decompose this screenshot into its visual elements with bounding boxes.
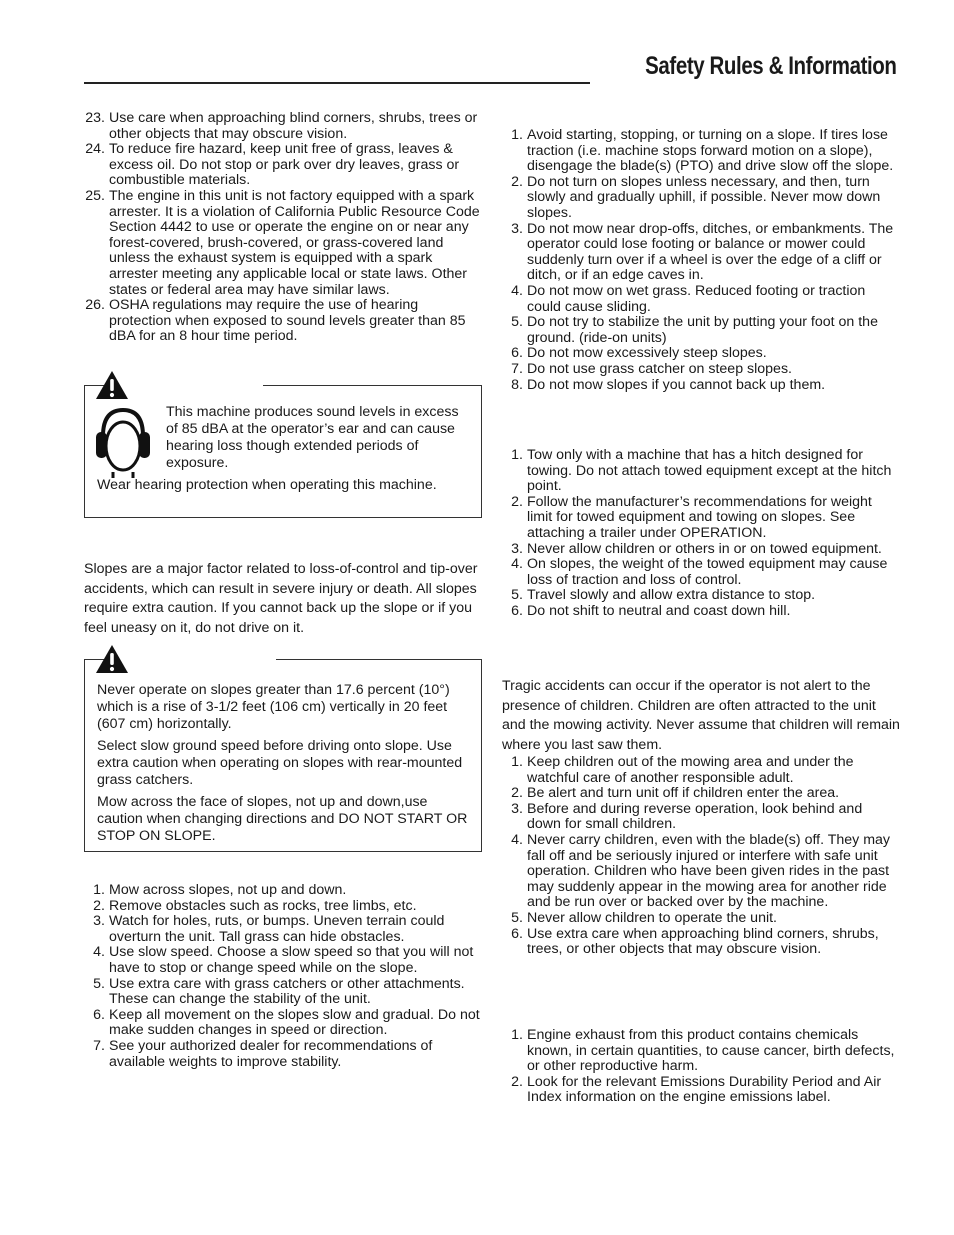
hearing-warning-text: This machine produces sound levels in excess of 85 dBA at the operator’s ear and can cause hearing loss though extended periods of exposure. [166,404,459,471]
right-slope-list [502,128,898,393]
list-item-text: Use care when approaching blind corners, shrubs, trees or other objects that may obscure vision. [109,110,478,142]
list-item-number: 1. [511,1027,523,1043]
list-item-text: Do not shift to neutral and coast down hill. [527,602,791,619]
list-item [84,111,482,142]
list-item [502,786,898,802]
list-item-number: 1. [93,882,105,898]
list-item-number: 3. [511,800,523,817]
list-item-number: 24. [85,141,105,158]
list-item [502,588,898,604]
list-item [84,977,482,1008]
list-item-text: Be alert and turn unit off if children enter the area. [527,785,840,802]
list-item [502,128,898,175]
left-top-list [84,111,482,345]
list-item [502,346,898,362]
children-section [502,755,898,958]
emissions-list [502,1028,898,1106]
list-item [84,189,482,298]
list-item [502,1028,898,1075]
list-item-text: Travel slowly and allow extra distance to stop. [527,587,816,604]
hearing-warning-footer: Wear hearing protection when operating this machine. [97,477,437,493]
list-item [502,284,898,315]
list-item-number: 1. [511,754,523,770]
slope-rules-list [502,128,898,393]
list-item-text: Do not mow slopes if you cannot back up them. [527,376,826,393]
list-item-text: On slopes, the weight of the towed equipment may cause loss of traction and loss of control. [527,556,888,588]
list-item [502,911,898,927]
list-item-text: The engine in this unit is not factory equipped with a spark arrester. It is a violation of California Public Resource Code Section 4442 to use or operate the engine on or near any forest-covered, brush-covered, or grass-covered land unless the exhaust system is equipped with a spark arrester meeting any applicable local or state laws. Other states or federal area may have similar laws. [109,187,480,298]
list-item-text: Use extra care with grass catchers or other attachments. These can change the stability of the unit. [109,975,465,1008]
list-item-number: 25. [85,187,105,204]
list-item-number: 4. [511,282,523,299]
page-title: Safety Rules & Information [644,52,896,80]
list-item-text: Keep children out of the mowing area and under the watchful care of another responsible adult. [527,754,854,786]
list-item-text: Engine exhaust from this product contains chemicals known, in certain quantities, to cause cancer, birth defects, or other reproductive harm. [527,1027,895,1075]
list-item [502,1075,898,1106]
list-item-number: 1. [511,127,523,143]
list-item-number: 6. [93,1006,105,1023]
list-item-text: Tow only with a machine that has a hitch designed for towing. Do not attach towed equipment except at the hitch point. [527,447,892,495]
list-item-text: Never allow children or others in or on towed equipment. [527,540,882,557]
list-item [502,315,898,346]
list-item-text: Use extra care when approaching blind corners, shrubs, trees, or other objects that may obscure vision. [527,925,879,958]
list-item-text: Before and during reverse operation, look behind and down for small children. [527,800,863,833]
list-item [84,142,482,189]
list-item [84,883,482,899]
list-item [502,927,898,958]
list-item-text: Do not mow on wet grass. Reduced footing or traction could cause sliding. [527,282,866,315]
list-item-number: 2. [511,1073,523,1090]
list-item [502,604,898,620]
children-list [502,755,898,958]
list-item-number: 6. [511,602,523,619]
slope-warning-box [84,659,482,852]
list-item [502,755,898,786]
list-item-text: Do not try to stabilize the unit by putting your foot on the ground. (ride-on units) [527,314,878,346]
list-item-number: 5. [511,314,523,331]
list-item-text: Use slow speed. Choose a slow speed so that you will not have to stop or change speed while on the slope. [109,944,474,976]
list-item [502,175,898,222]
list-item-number: 8. [511,376,523,393]
list-item-text: Remove obstacles such as rocks, tree limbs, etc. [109,897,417,914]
list-item [502,542,898,558]
list-item-number: 4. [93,944,105,961]
children-intro-paragraph: Tragic accidents can occur if the operator is not alert to the presence of children. Children are often attracted to the unit and the mowing activity. Never assume that children will remain where you last saw them. [502,678,900,753]
list-item-text: Watch for holes, ruts, or bumps. Uneven terrain could overturn the unit. Tall grass can hide obstacles. [109,913,445,945]
list-item [502,362,898,378]
list-item [84,945,482,976]
towing-section [502,448,898,620]
list-item-number: 2. [511,785,523,802]
list-item-number: 6. [511,925,523,942]
list-item-number: 2. [511,173,523,190]
list-item-text: Do not mow excessively steep slopes. [527,345,767,362]
list-item-text: Keep all movement on the slopes slow and gradual. Do not make sudden changes in speed or direction. [109,1006,480,1039]
list-item-text: Never allow children to operate the unit. [527,909,777,926]
list-item-text: Mow across slopes, not up and down. [109,882,347,898]
list-item-number: 3. [511,220,523,237]
list-item-number: 4. [511,831,523,848]
towing-list [502,448,898,620]
list-item [502,802,898,833]
list-item [502,495,898,542]
list-item-number: 1. [511,447,523,463]
list-item-text: See your authorized dealer for recommendations of available weights to improve stability. [109,1037,433,1070]
slope-tips-list [84,883,482,1070]
list-item-number: 26. [85,297,105,314]
list-item-number: 2. [511,493,523,510]
list-item-text: Do not mow near drop-offs, ditches, or embankments. The operator could lose footing or balance or mower could suddenly turn over if a wheel is over the edge of a cliff or ditch, or if an edge caves in. [527,220,894,284]
hearing-warning-box [84,385,482,518]
list-item-number: 6. [511,345,523,362]
list-item-text: To reduce fire hazard, keep unit free of grass, leaves & excess oil. Do not stop or park over dry leaves, grass or combustible materials. [109,141,460,189]
list-item-text: Avoid starting, stopping, or turning on a slope. If tires lose traction (i.e. machine stops forward motion on a slope), disengage the blade(s) (PTO) and drive slow off the slope. [527,127,894,175]
list-item [84,298,482,345]
list-item [502,833,898,911]
warning-triangle-icon [95,644,129,674]
warning-triangle-icon [95,370,129,400]
list-item-number: 5. [511,909,523,926]
header-rule [84,82,590,84]
list-item [502,378,898,394]
list-item-number: 2. [93,897,105,914]
left-bottom-list [84,883,482,1070]
list-item [502,448,898,495]
list-item-number: 4. [511,556,523,573]
list-item [84,1008,482,1039]
list-item-number: 7. [93,1037,105,1054]
rules-list-23-26 [84,111,482,345]
list-item-number: 3. [93,913,105,930]
list-item-text: Do not use grass catcher on steep slopes. [527,360,792,377]
list-item-text: Follow the manufacturer’s recommendations for weight limit for towed equipment and towing on slopes. See attaching a trailer under OPERATION. [527,493,872,541]
list-item-text: Never carry children, even with the blade(s) off. They may fall off and be seriously injured or interfere with safe unit operation. Children who have been given rides in the past may suddenly appear in the mowing area for another ride and be run over or backed over by the machine. [527,831,890,911]
slopes-intro-paragraph: Slopes are a major factor related to loss-of-control and tip-over accidents, which can result in severe injury or death. All slopes require extra caution. If you cannot back up the slope or if you feel uneasy on it, do not drive on it. [84,561,478,636]
hearing-protection-icon [95,406,151,478]
emissions-section [502,1028,898,1106]
list-item-text: Do not turn on slopes unless necessary, and then, turn slowly and gradually uphill, if possible. Never mow down slopes. [527,173,881,221]
list-item [84,914,482,945]
list-item-text: Look for the relevant Emissions Durability Period and Air Index information on the engine emissions label. [527,1073,882,1106]
slope-warning-paragraph-2: Select slow ground speed before driving onto slope. Use extra caution when operating on slopes with rear-mounted grass catchers. [97,738,463,788]
list-item-number: 7. [511,360,523,377]
list-item [84,899,482,915]
slope-warning-paragraph-3: Mow across the face of slopes, not up and down,use caution when changing directions and DO NOT START OR STOP ON SLOPE. [97,794,468,844]
list-item-number: 5. [93,975,105,992]
list-item [84,1039,482,1070]
list-item [502,222,898,284]
list-item-number: 5. [511,587,523,604]
list-item [502,557,898,588]
list-item-number: 3. [511,540,523,557]
list-item-text: OSHA regulations may require the use of hearing protection when exposed to sound levels greater than 85 dBA for an 8 hour time period. [109,297,466,345]
list-item-number: 23. [85,110,105,126]
slope-warning-paragraph-1: Never operate on slopes greater than 17.6 percent (10°) which is a rise of 3-1/2 feet (106 cm) vertically in 20 feet (607 cm) horizontally. [97,682,450,732]
